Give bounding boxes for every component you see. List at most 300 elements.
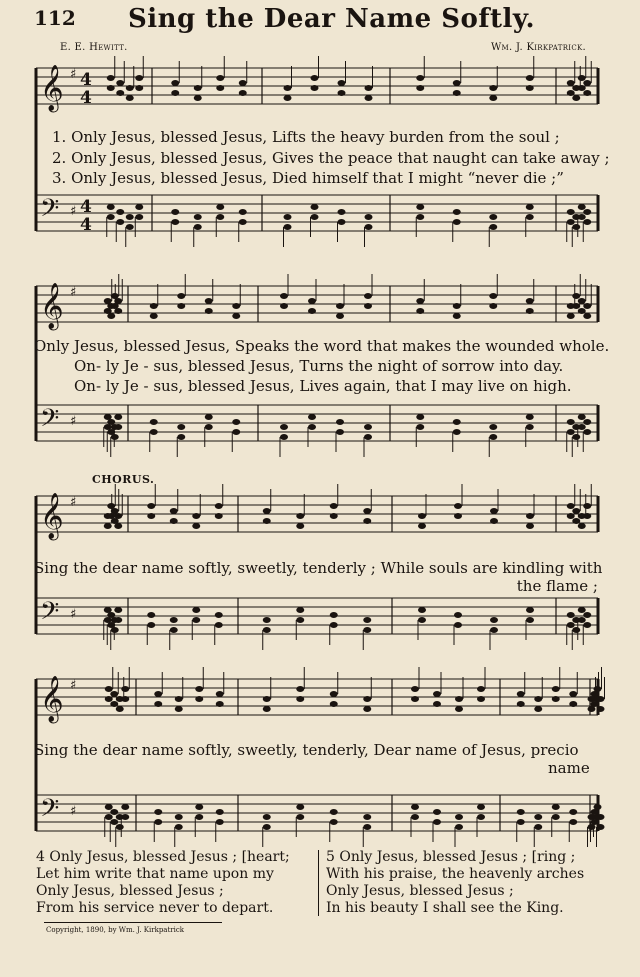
notehead: [150, 313, 158, 319]
notehead: [205, 424, 213, 430]
notehead: [280, 293, 288, 299]
notehead: [216, 204, 224, 210]
notehead: [121, 686, 129, 692]
notehead: [192, 617, 200, 623]
notehead: [588, 824, 596, 830]
sharp-icon: ♯: [70, 414, 77, 429]
notehead: [454, 612, 462, 618]
notehead: [135, 204, 143, 210]
notehead: [296, 686, 304, 692]
notehead: [263, 824, 271, 830]
notehead: [232, 303, 240, 309]
stanza-5-line: Only Jesus, blessed Jesus ;: [326, 883, 514, 899]
notehead: [572, 95, 580, 101]
notehead: [572, 224, 580, 230]
notehead: [330, 503, 338, 509]
notehead: [418, 607, 426, 613]
notehead: [263, 814, 271, 820]
notehead: [433, 819, 441, 825]
notehead: [578, 298, 586, 304]
notehead: [338, 80, 346, 86]
notehead: [175, 706, 183, 712]
notehead: [578, 75, 586, 81]
stanza-5-line: In his beauty I shall see the King.: [326, 900, 564, 916]
notehead: [150, 429, 158, 435]
notehead: [416, 75, 424, 81]
notehead: [416, 204, 424, 210]
notehead: [114, 424, 122, 430]
notehead: [578, 424, 586, 430]
notehead: [126, 95, 134, 101]
notehead: [569, 809, 577, 815]
notehead: [154, 691, 162, 697]
stanza-4: [36, 849, 290, 917]
notehead: [552, 686, 560, 692]
notehead: [526, 523, 534, 529]
notehead: [363, 518, 371, 524]
notehead: [154, 701, 162, 707]
verse1-line: 1. Only Jesus, blessed Jesus, Lifts the heavy burden from the soul ;: [52, 128, 560, 146]
notehead: [567, 209, 575, 215]
notehead: [552, 804, 560, 810]
notehead: [569, 819, 577, 825]
notehead: [263, 706, 271, 712]
notehead: [194, 95, 202, 101]
notehead: [416, 214, 424, 220]
notehead: [171, 90, 179, 96]
notehead: [578, 214, 586, 220]
notehead: [552, 814, 560, 820]
notehead: [114, 523, 122, 529]
notehead: [110, 809, 118, 815]
notehead: [489, 303, 497, 309]
notehead: [194, 85, 202, 91]
chorus-line-2: Sing the dear name softly, sweetly, tenderly, Dear name of Jesus, precio: [34, 741, 579, 759]
notehead: [239, 80, 247, 86]
notehead: [489, 214, 497, 220]
notehead: [308, 414, 316, 420]
sharp-icon: ♯: [70, 678, 77, 693]
notehead: [338, 219, 346, 225]
notehead: [336, 303, 344, 309]
notehead: [280, 434, 288, 440]
notehead: [578, 414, 586, 420]
notehead: [433, 701, 441, 707]
verse3-line: 3. Only Jesus, blessed Jesus, Died himself that I might “never die ;”: [52, 169, 564, 187]
chorus-label: CHORUS.: [92, 473, 155, 486]
notehead: [232, 313, 240, 319]
notehead: [280, 424, 288, 430]
notehead: [311, 85, 319, 91]
notehead: [578, 617, 586, 623]
notehead: [105, 696, 113, 702]
notehead: [192, 607, 200, 613]
notehead: [569, 691, 577, 697]
notehead: [583, 419, 591, 425]
notehead: [583, 622, 591, 628]
sharp-icon: ♯: [70, 495, 77, 510]
notehead: [569, 701, 577, 707]
notehead: [418, 617, 426, 623]
notehead: [453, 313, 461, 319]
notehead: [154, 819, 162, 825]
notehead: [147, 513, 155, 519]
notehead: [232, 429, 240, 435]
notehead: [363, 627, 371, 633]
bass-clef-icon: 𝄢: [40, 794, 60, 829]
notehead: [583, 90, 591, 96]
notehead: [135, 214, 143, 220]
stanza-5-line: 5 Only Jesus, blessed Jesus ; [ring ;: [326, 849, 576, 865]
notehead: [135, 75, 143, 81]
notehead: [296, 513, 304, 519]
notehead: [147, 612, 155, 618]
notehead: [583, 80, 591, 86]
notehead: [526, 214, 534, 220]
notehead: [216, 75, 224, 81]
notehead: [365, 224, 373, 230]
notehead: [116, 90, 124, 96]
notehead: [330, 622, 338, 628]
notehead: [195, 686, 203, 692]
notehead: [205, 298, 213, 304]
time-signature: 4: [80, 197, 92, 217]
notehead: [583, 429, 591, 435]
time-signature: 4: [80, 215, 92, 235]
notehead: [121, 804, 129, 810]
notehead: [150, 419, 158, 425]
notehead: [330, 612, 338, 618]
bass-clef-icon: 𝄢: [40, 404, 60, 439]
notehead: [363, 814, 371, 820]
treble-clef-icon: 𝄞: [40, 283, 64, 329]
notehead: [583, 503, 591, 509]
notehead: [105, 804, 113, 810]
notehead: [195, 814, 203, 820]
notehead: [175, 814, 183, 820]
notehead: [411, 804, 419, 810]
notehead: [364, 424, 372, 430]
notehead: [489, 434, 497, 440]
notehead: [177, 293, 185, 299]
treble-clef-icon: 𝄞: [40, 676, 64, 722]
notehead: [517, 701, 525, 707]
notehead: [588, 696, 596, 702]
notehead: [296, 696, 304, 702]
notehead: [526, 617, 534, 623]
notehead: [114, 298, 122, 304]
notehead: [107, 204, 115, 210]
notehead: [490, 627, 498, 633]
notehead: [311, 214, 319, 220]
notehead: [588, 814, 596, 820]
notehead: [567, 612, 575, 618]
notehead: [263, 627, 271, 633]
notehead: [110, 691, 118, 697]
notehead: [107, 214, 115, 220]
notehead: [578, 308, 586, 314]
notehead: [583, 513, 591, 519]
notehead: [107, 313, 115, 319]
notehead: [572, 434, 580, 440]
copyright-rule: [44, 922, 222, 923]
notehead: [232, 419, 240, 425]
notehead: [416, 298, 424, 304]
notehead: [578, 204, 586, 210]
notehead: [296, 607, 304, 613]
sharp-icon: ♯: [70, 67, 77, 82]
notehead: [416, 85, 424, 91]
notehead: [572, 293, 580, 299]
notehead: [534, 696, 542, 702]
notehead: [175, 696, 183, 702]
notehead: [170, 627, 178, 633]
notehead: [489, 424, 497, 430]
notehead: [150, 303, 158, 309]
bass-clef-icon: 𝄢: [40, 597, 60, 632]
notehead: [330, 691, 338, 697]
verse2-line-2: On- ly Je - sus, blessed Jesus, Turns the night of sorrow into day.: [74, 357, 564, 375]
notehead: [330, 513, 338, 519]
notehead: [363, 508, 371, 514]
notehead: [216, 214, 224, 220]
notehead: [526, 414, 534, 420]
notehead: [110, 701, 118, 707]
notehead: [338, 209, 346, 215]
notehead: [107, 85, 115, 91]
notehead: [308, 424, 316, 430]
notehead: [455, 696, 463, 702]
treble-clef-icon: 𝄞: [40, 65, 64, 111]
notehead: [489, 224, 497, 230]
copyright: Copyright, 1890, by Wm. J. Kirkpatrick: [46, 926, 185, 934]
notehead: [215, 612, 223, 618]
notehead: [597, 706, 605, 712]
notehead: [263, 696, 271, 702]
notehead: [567, 622, 575, 628]
notehead: [215, 503, 223, 509]
notehead: [114, 414, 122, 420]
sharp-icon: ♯: [70, 607, 77, 622]
notehead: [567, 313, 575, 319]
notehead: [308, 298, 316, 304]
notehead: [239, 209, 247, 215]
notehead: [588, 706, 596, 712]
notehead: [567, 429, 575, 435]
notehead: [578, 85, 586, 91]
notehead: [597, 824, 605, 830]
notehead: [526, 75, 534, 81]
notehead: [116, 80, 124, 86]
notehead: [583, 313, 591, 319]
notehead: [418, 523, 426, 529]
sharp-icon: ♯: [70, 285, 77, 300]
notehead: [121, 696, 129, 702]
notehead: [583, 219, 591, 225]
notehead: [411, 814, 419, 820]
notehead: [477, 804, 485, 810]
notehead: [114, 308, 122, 314]
notehead: [517, 691, 525, 697]
stanza-divider: [318, 850, 319, 916]
notehead: [284, 95, 292, 101]
notehead: [433, 691, 441, 697]
notehead: [364, 434, 372, 440]
notehead: [311, 75, 319, 81]
notehead: [489, 293, 497, 299]
notehead: [205, 414, 213, 420]
notehead: [526, 607, 534, 613]
notehead: [517, 809, 525, 815]
notehead: [572, 303, 580, 309]
notehead: [116, 219, 124, 225]
notehead: [583, 612, 591, 618]
notehead: [147, 622, 155, 628]
notehead: [567, 80, 575, 86]
notehead: [477, 814, 485, 820]
notehead: [205, 308, 213, 314]
notehead: [526, 298, 534, 304]
composer: Wm. J. Kirkpatrick.: [490, 42, 586, 53]
notehead: [453, 90, 461, 96]
notehead: [455, 814, 463, 820]
notehead: [330, 701, 338, 707]
notehead: [114, 513, 122, 519]
bass-clef-icon: 𝄢: [40, 194, 60, 229]
notehead: [363, 706, 371, 712]
verse2-line: 2. Only Jesus, blessed Jesus, Gives the peace that naught can take away ;: [52, 149, 610, 167]
notehead: [454, 503, 462, 509]
notehead: [192, 523, 200, 529]
notehead: [114, 607, 122, 613]
notehead: [534, 824, 542, 830]
notehead: [126, 224, 134, 230]
notehead: [453, 209, 461, 215]
notehead: [477, 696, 485, 702]
notehead: [567, 419, 575, 425]
notehead: [363, 617, 371, 623]
notehead: [364, 303, 372, 309]
notehead: [454, 513, 462, 519]
notehead: [454, 622, 462, 628]
notehead: [170, 508, 178, 514]
notehead: [311, 204, 319, 210]
notehead: [263, 518, 271, 524]
notehead: [490, 508, 498, 514]
notehead: [583, 303, 591, 309]
notehead: [365, 85, 373, 91]
notehead: [216, 701, 224, 707]
notehead: [489, 85, 497, 91]
notehead: [578, 523, 586, 529]
notehead: [490, 518, 498, 524]
notehead: [489, 95, 497, 101]
notehead: [578, 607, 586, 613]
notehead: [526, 308, 534, 314]
notehead: [365, 95, 373, 101]
notehead: [416, 424, 424, 430]
stanza-4-line: Only Jesus, blessed Jesus ;: [36, 883, 224, 899]
notehead: [104, 523, 112, 529]
notehead: [453, 419, 461, 425]
notehead: [308, 308, 316, 314]
lyricist: E. E. Hewitt.: [60, 42, 128, 53]
notehead: [177, 434, 185, 440]
notehead: [363, 824, 371, 830]
notehead: [284, 214, 292, 220]
notehead: [216, 809, 224, 815]
notehead: [135, 85, 143, 91]
stanza-4-line: Let him write that name upon my: [36, 866, 274, 882]
notehead: [455, 706, 463, 712]
notehead: [121, 814, 129, 820]
notehead: [418, 513, 426, 519]
notehead: [572, 627, 580, 633]
notehead: [175, 824, 183, 830]
notehead: [126, 85, 134, 91]
notehead: [170, 617, 178, 623]
notehead: [216, 819, 224, 825]
notehead: [572, 508, 580, 514]
stanza-4-line: From his service never to depart.: [36, 900, 274, 916]
notehead: [216, 85, 224, 91]
notehead: [455, 824, 463, 830]
notehead: [567, 503, 575, 509]
notehead: [126, 214, 134, 220]
notehead: [453, 219, 461, 225]
notehead: [363, 696, 371, 702]
chorus-line-2-wrap: name: [548, 759, 590, 777]
notehead: [216, 691, 224, 697]
stanza-5-line: With his praise, the heavenly arches: [326, 866, 585, 882]
notehead: [296, 617, 304, 623]
notehead: [215, 513, 223, 519]
notehead: [526, 513, 534, 519]
notehead: [336, 313, 344, 319]
notehead: [567, 219, 575, 225]
notehead: [263, 508, 271, 514]
notehead: [194, 224, 202, 230]
notehead: [453, 80, 461, 86]
notehead: [567, 513, 575, 519]
notehead: [195, 696, 203, 702]
chorus-line-1-wrap: the flame ;: [516, 577, 598, 595]
stanza-5: [326, 849, 584, 917]
sharp-icon: ♯: [70, 804, 77, 819]
notehead: [567, 90, 575, 96]
notehead: [147, 503, 155, 509]
notehead: [338, 90, 346, 96]
notehead: [263, 617, 271, 623]
notehead: [195, 804, 203, 810]
notehead: [239, 219, 247, 225]
notehead: [296, 814, 304, 820]
notehead: [116, 706, 124, 712]
notehead: [116, 824, 124, 830]
chorus-line-1: Sing the dear name softly, sweetly, tenderly ; While souls are kindling with: [34, 559, 603, 577]
notehead: [171, 80, 179, 86]
notehead: [526, 204, 534, 210]
notehead: [239, 90, 247, 96]
notehead: [284, 224, 292, 230]
notehead: [114, 617, 122, 623]
notehead: [330, 819, 338, 825]
notehead: [336, 429, 344, 435]
notehead: [534, 706, 542, 712]
notehead: [177, 303, 185, 309]
notehead: [411, 696, 419, 702]
time-signature: 4: [80, 88, 92, 108]
